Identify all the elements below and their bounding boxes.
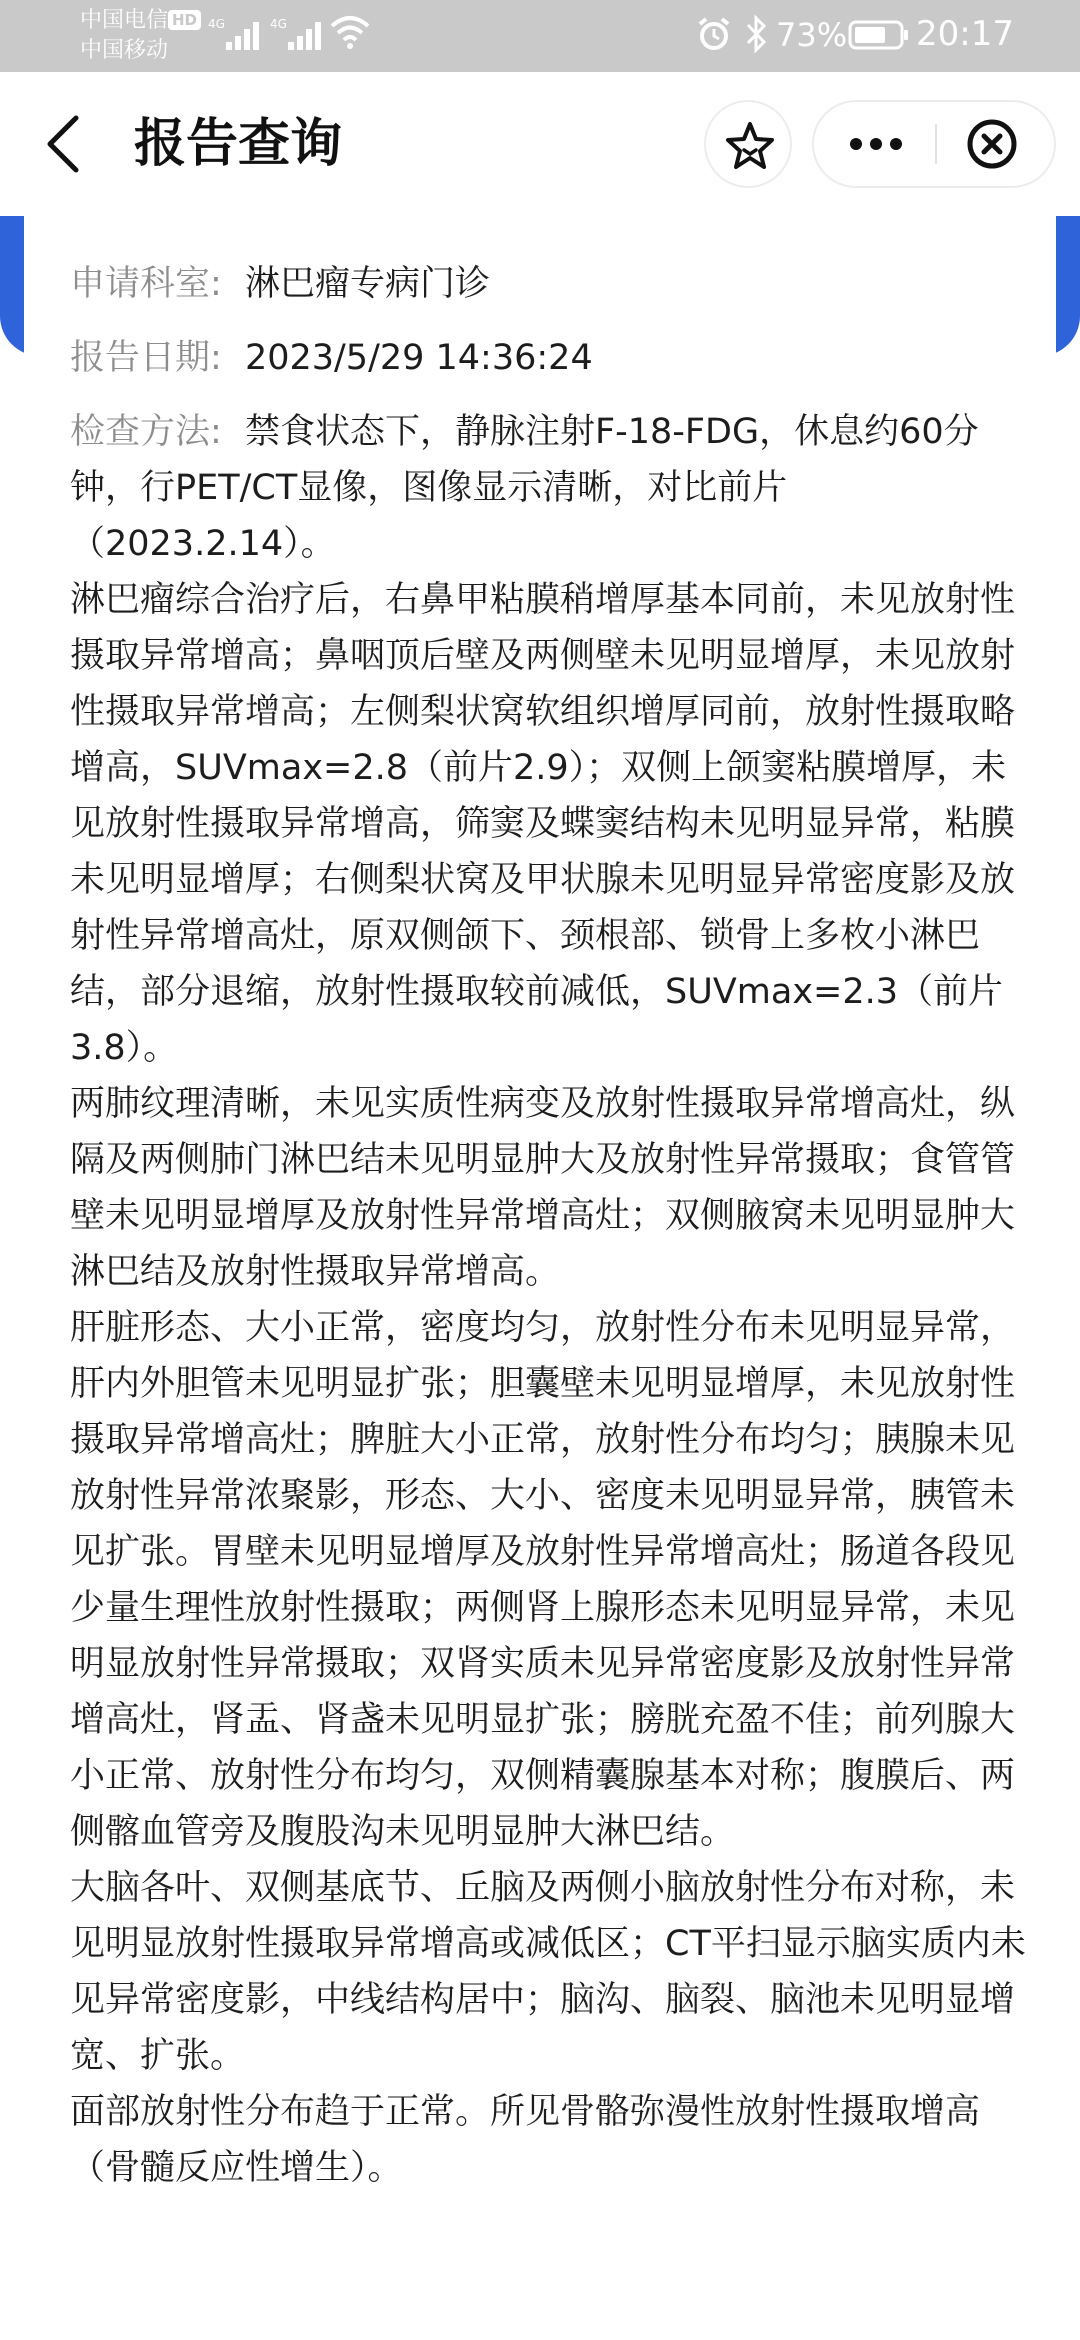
close-circle-icon (938, 102, 1054, 186)
signal-strength-icon (208, 16, 264, 52)
wifi-icon (330, 14, 370, 50)
exam-method-field (70, 404, 1036, 572)
more-dots-icon (814, 102, 934, 186)
battery-icon (848, 20, 910, 50)
navigation-header (0, 72, 1080, 216)
findings-abdomen-pelvis: 肝脏形态、大小正常，密度均匀，放射性分布未见明显异常，肝内外胆管未见明显扩张；胆囊壁未见明显增厚，未见放射性摄取异常增高灶；脾脏大小正常，放射性分布均匀；胰腺未见放射性异常浓聚影，形态、大小、密度未见明显异常，胰管未见扩张。胃壁未见明显增厚及放射性异常增高灶；肠道各段见少量生理性放射性摄取；两侧肾上腺形态未见明显异常，未见明显放射性异常摄取；双肾实质未见异常密度影及放射性异常增高灶，肾盂、肾盏未见明显扩张；膀胱充盈不佳；前列腺大小正常、放射性分布均匀，双侧精囊腺基本对称；腹膜后、两侧髂血管旁及腹股沟未见明显肿大淋巴结。 (70, 1308, 1016, 1852)
chevron-left-icon (36, 108, 96, 180)
department-value: 淋巴瘤专病门诊 (244, 264, 490, 304)
department-label: 申请科室: (70, 264, 222, 304)
exam-method-label: 检查方法: (70, 412, 222, 452)
network-type-label: 4G (208, 17, 225, 31)
status-bar (0, 0, 1080, 72)
more-button[interactable] (814, 102, 934, 186)
status-clock: 20:17 (916, 14, 1014, 54)
battery-percent: 73% (776, 16, 848, 54)
findings-brain: 大脑各叶、双侧基底节、丘脑及两侧小脑放射性分布对称，未见明显放射性摄取异常增高或减低区；CT平扫显示脑实质内未见异常密度影，中线结构居中；脑沟、脑裂、脑池未见明显增宽、扩张。 (70, 1868, 1026, 2076)
signal-strength-icon (270, 16, 326, 52)
department-field (70, 256, 1036, 312)
hd-badge: HD (168, 10, 201, 30)
report-date-field (70, 330, 1036, 386)
findings-head-neck: 淋巴瘤综合治疗后，右鼻甲粘膜稍增厚基本同前，未见放射性摄取异常增高；鼻咽顶后壁及两侧壁未见明显增厚，未见放射性摄取异常增高；左侧梨状窝软组织增厚同前，放射性摄取略增高，SUVmax=2.8（前片2.9）；双侧上颌窦粘膜增厚，未见放射性摄取异常增高，筛窦及蝶窦结构未见明显异常，粘膜未见明显增厚；右侧梨状窝及甲状腺未见明显异常密度影及放射性异常增高灶，原双侧颌下、颈根部、锁骨上多枚小淋巴结，部分退缩，放射性摄取较前减低，SUVmax=2.3（前片3.8）。 (70, 580, 1016, 1068)
carrier-primary: 中国电信 (80, 8, 169, 33)
exam-method-value: 禁食状态下，静脉注射F-18-FDG，休息约60分钟，行PET/CT显像，图像显示清晰，对比前片（2023.2.14）。 (70, 412, 979, 564)
favorite-button[interactable] (704, 100, 792, 188)
back-button[interactable] (36, 108, 96, 180)
findings-chest: 两肺纹理清晰，未见实质性病变及放射性摄取异常增高灶，纵隔及两侧肺门淋巴结未见明显肿大及放射性异常摄取；食管管壁未见明显增厚及放射性异常增高灶；双侧腋窝未见明显肿大淋巴结及放射性摄取异常增高。 (70, 1084, 1016, 1292)
capsule-divider (935, 124, 937, 164)
report-content (70, 256, 1036, 2196)
report-date-label: 报告日期: (70, 338, 222, 378)
alarm-icon (696, 16, 732, 52)
report-card (24, 216, 1056, 2340)
findings-bone: 面部放射性分布趋于正常。所见骨骼弥漫性放射性摄取增高（骨髓反应性增生）。 (70, 2092, 981, 2188)
mini-program-capsule (812, 100, 1056, 188)
page-title: 报告查询 (134, 114, 343, 174)
carrier-secondary: 中国移动 (80, 38, 169, 63)
report-date-value: 2023/5/29 14:36:24 (244, 338, 593, 378)
network-type-label: 4G (270, 17, 287, 31)
close-button[interactable] (938, 102, 1054, 186)
star-icon (724, 120, 776, 172)
bluetooth-icon (744, 14, 768, 54)
